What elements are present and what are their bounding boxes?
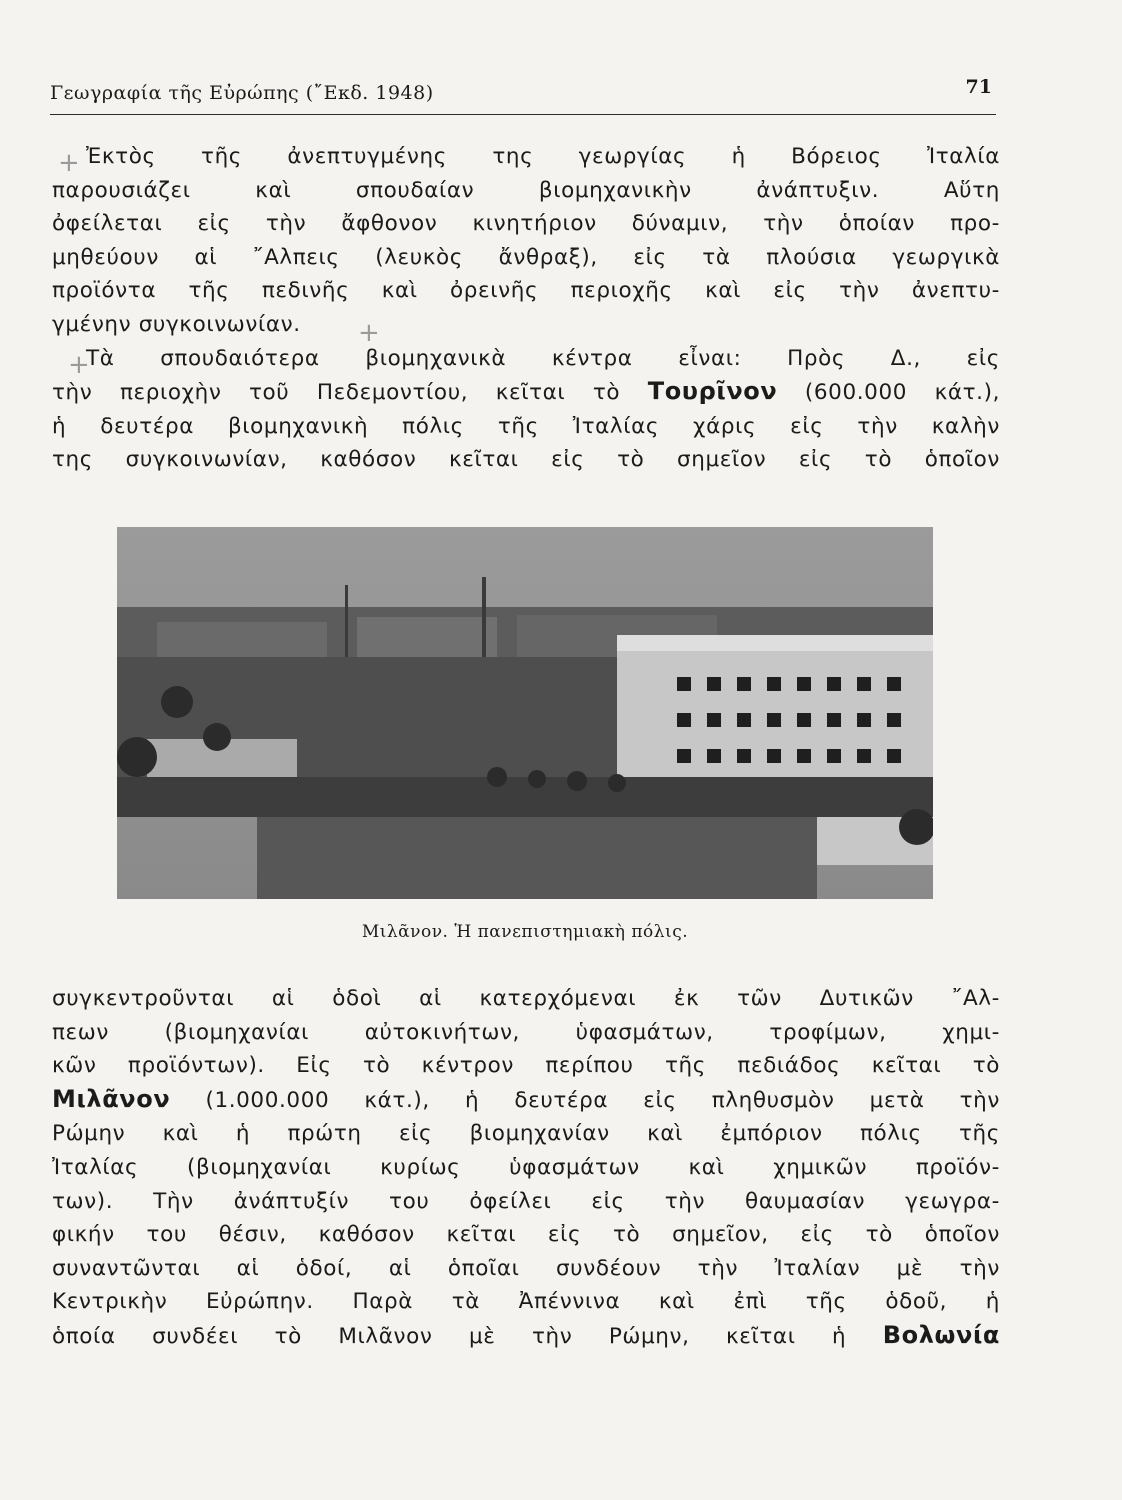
text-line <box>52 1319 1000 1354</box>
milan-university-city-photo <box>117 527 933 899</box>
text-block-top <box>52 140 1000 477</box>
page-number: 71 <box>965 76 992 98</box>
pencil-margin-mark: + <box>358 318 380 348</box>
text-line: πεων (βιομηχανίαι αὐτοκινήτων, ὑφασμάτων, τροφίμων, χημι- <box>52 1019 1000 1045</box>
pencil-margin-mark: + <box>68 350 90 380</box>
text-line: των). Τὴν ἀνάπτυξίν του ὀφείλει εἰς τὴν θαυμασίαν γεωγρα- <box>52 1188 1000 1214</box>
text-line: Κεντρικὴν Εὐρώπην. Παρὰ τὰ Ἀπέννινα καὶ ἐπὶ τῆς ὁδοῦ, ἡ <box>52 1289 1000 1315</box>
text-line: κῶν προϊόντων). Εἰς τὸ κέντρον περίπου τῆς πεδιάδος κεῖται τὸ <box>52 1053 1000 1079</box>
text-line <box>52 1083 1000 1118</box>
pencil-margin-mark: + <box>58 148 80 178</box>
paragraph <box>52 140 1000 342</box>
text-block-bottom <box>52 982 1000 1354</box>
running-head: Γεωγραφία τῆς Εὐρώπης (῎Εκδ. 1948) <box>50 82 434 104</box>
text-line <box>52 375 1000 410</box>
text-line: Ρώμην καὶ ἡ πρώτη εἰς βιομηχανίαν καὶ ἐμπόριον πόλις τῆς <box>52 1121 1000 1147</box>
text-span: τὴν περιοχὴν τοῦ Πεδεμοντίου, κεῖται τὸ <box>52 380 621 406</box>
text-line: παρουσιάζει καὶ σπουδαίαν βιομηχανικὴν ἀνάπτυξιν. Αὕτη <box>52 177 1000 203</box>
place-name-bold: Τουρῖνον <box>647 377 778 406</box>
text-line: μηθεύουν αἱ ῎Αλπεις (λευκὸς ἄνθραξ), εἰς τὰ πλούσια γεωργικὰ <box>52 244 1000 270</box>
text-line: ἡ δευτέρα βιομηχανικὴ πόλις τῆς Ἰταλίας χάρις εἰς τὴν καλὴν <box>52 413 1000 439</box>
paragraph <box>52 342 1000 477</box>
paragraph <box>52 982 1000 1354</box>
place-name-bold: Βολωνία <box>882 1320 1000 1349</box>
text-span: (1.000.000 κάτ.), ἡ δευτέρα εἰς πληθυσμὸν μετὰ τὴν <box>205 1087 1001 1113</box>
text-span: (600.000 κάτ.), <box>804 380 1001 406</box>
figure-caption: Μιλᾶνον. Ἡ πανεπιστημιακὴ πόλις. <box>361 922 689 942</box>
text-line: φικήν του θέσιν, καθόσον κεῖται εἰς τὸ σημεῖον, εἰς τὸ ὁποῖον <box>52 1222 1000 1248</box>
text-line: συναντῶνται αἱ ὁδοί, αἱ ὁποῖαι συνδέουν τὴν Ἰταλίαν μὲ τὴν <box>52 1255 1000 1281</box>
text-line: συγκεντροῦνται αἱ ὁδοὶ αἱ κατερχόμεναι ἐκ τῶν Δυτικῶν ῎Αλ- <box>52 986 1000 1011</box>
text-line: της συγκοινωνίαν, καθόσον κεῖται εἰς τὸ σημεῖον εἰς τὸ ὁποῖον <box>52 447 1000 473</box>
text-line: προϊόντα τῆς πεδινῆς καὶ ὀρεινῆς περιοχῆς καὶ εἰς τὴν ἀνεπτυ- <box>52 278 1000 304</box>
text-line: Ἐκτὸς τῆς ἀνεπτυγμένης της γεωργίας ἡ Βόρειος Ἰταλία <box>86 144 1000 169</box>
text-line: γμένην συγκοινωνίαν. <box>52 311 301 337</box>
place-name-bold: Μιλᾶνον <box>52 1084 171 1113</box>
text-span: ὁποία συνδέει τὸ Μιλᾶνον μὲ τὴν Ρώμην, κεῖται ἡ <box>52 1323 847 1349</box>
photo-figure <box>117 527 933 899</box>
text-line: ὀφείλεται εἰς τὴν ἄφθονον κινητήριον δύναμιν, τὴν ὁποίαν προ- <box>52 211 1000 237</box>
page-header <box>50 76 996 115</box>
text-line: Ἰταλίας (βιομηχανίαι κυρίως ὑφασμάτων καὶ χημικῶν προϊόν- <box>52 1154 1000 1180</box>
text-line: Τὰ σπουδαιότερα βιομηχανικὰ κέντρα εἶναι: Πρὸς Δ., εἰς <box>86 345 1000 371</box>
